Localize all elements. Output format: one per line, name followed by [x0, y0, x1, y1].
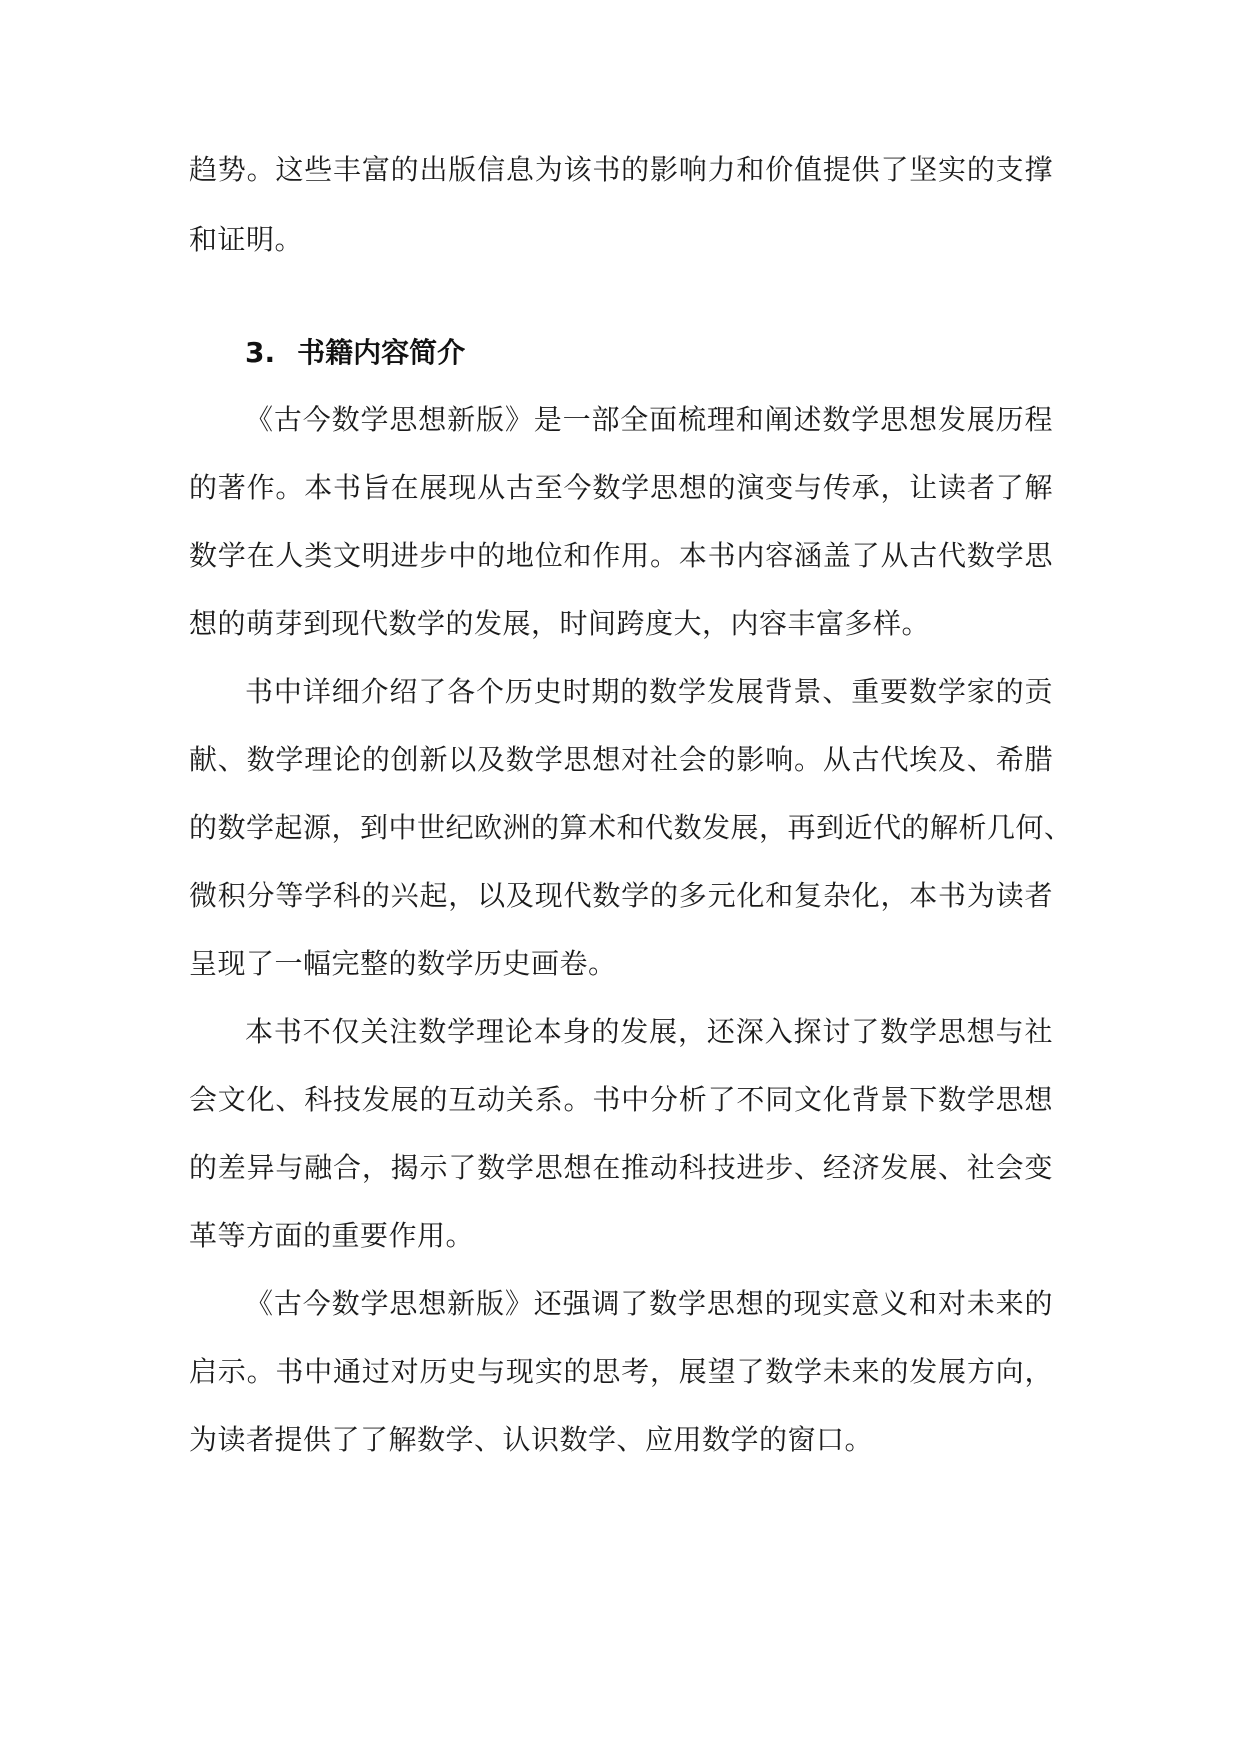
paragraph-line: 想的萌芽到现代数学的发展，时间跨度大，内容丰富多样。 [189, 607, 931, 640]
paragraph-line: 革等方面的重要作用。 [189, 1219, 475, 1252]
paragraph-line: 微积分等学科的兴起，以及现代数学的多元化和复杂化，本书为读者 [189, 879, 1053, 912]
paragraph-line: 启示。书中通过对历史与现实的思考，展望了数学未来的发展方向， [189, 1355, 1053, 1388]
paragraph-line: 趋势。这些丰富的出版信息为该书的影响力和价值提供了坚实的支撑 [189, 153, 1053, 186]
paragraph-line: 书中详细介绍了各个历史时期的数学发展背景、重要数学家的贡 [245, 675, 1053, 708]
section-heading [245, 333, 465, 373]
paragraph-line: 献、数学理论的创新以及数学思想对社会的影响。从古代埃及、希腊 [189, 743, 1053, 776]
paragraph-line: 的著作。本书旨在展现从古至今数学思想的演变与传承，让读者了解 [189, 471, 1053, 504]
paragraph-line: 和证明。 [189, 223, 304, 256]
paragraph-line: 的数学起源，到中世纪欧洲的算术和代数发展，再到近代的解析几何、 [189, 811, 1073, 844]
paragraph-line: 为读者提供了了解数学、认识数学、应用数学的窗口。 [189, 1423, 874, 1456]
section-number: 3. [245, 336, 276, 369]
paragraph-line: 呈现了一幅完整的数学历史画卷。 [189, 947, 617, 980]
paragraph-line: 《古今数学思想新版》是一部全面梳理和阐述数学思想发展历程 [245, 403, 1053, 436]
paragraph-line: 数学在人类文明进步中的地位和作用。本书内容涵盖了从古代数学思 [189, 539, 1053, 572]
section-title: 书籍内容简介 [297, 336, 466, 369]
paragraph-line: 《古今数学思想新版》还强调了数学思想的现实意义和对未来的 [245, 1287, 1053, 1320]
paragraph-line: 的差异与融合，揭示了数学思想在推动科技进步、经济发展、社会变 [189, 1151, 1053, 1184]
paragraph-line: 本书不仅关注数学理论本身的发展，还深入探讨了数学思想与社 [245, 1015, 1053, 1048]
paragraph-line: 会文化、科技发展的互动关系。书中分析了不同文化背景下数学思想 [189, 1083, 1053, 1116]
